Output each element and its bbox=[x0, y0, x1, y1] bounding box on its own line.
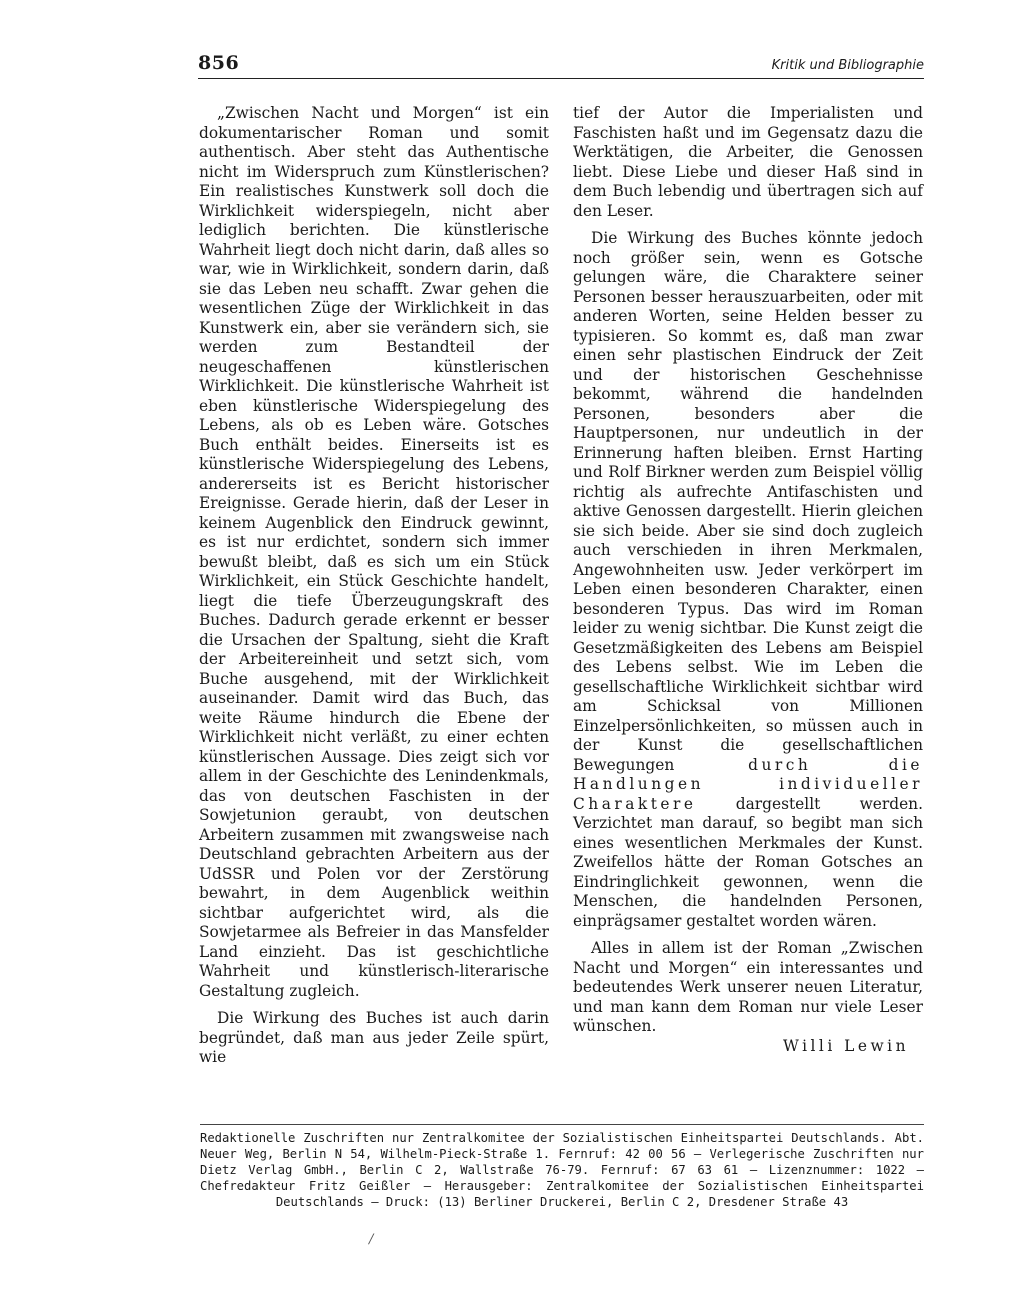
author-signature: Willi Lewin bbox=[783, 1036, 909, 1055]
running-header: Kritik und Bibliographie bbox=[771, 58, 924, 73]
right-column bbox=[573, 104, 923, 1056]
right-paragraph-2-part-b: dargestellt werden. Verzichtet man darauf, so begibt man sich eines wesentlichen Merkmales der Kunst. Zweifellos hätte der Roman Gotsches an Eindringlichkeit gewonnen, wenn die Menschen, die handelnden Personen, einprägsamer gestaltet worden wären. bbox=[573, 794, 923, 930]
stray-mark: / bbox=[369, 1232, 374, 1247]
footer-rule bbox=[200, 1124, 924, 1125]
left-column bbox=[199, 104, 549, 1076]
header-rule bbox=[198, 78, 924, 79]
right-paragraph-1: tief der Autor die Imperialisten und Faschisten haßt und im Gegensatz dazu die Werktätigen, die Arbeiter, die Genossen liebt. Diese Liebe und dieser Haß sind in dem Buch lebendig und übertragen sich auf den Leser. bbox=[573, 104, 923, 220]
right-paragraph-2 bbox=[573, 229, 923, 931]
left-paragraph-1: „Zwischen Nacht und Morgen“ ist ein dokumentarischer Roman und somit authentisch. Aber steht das Authentische nicht im Widerspruch zum Künstlerischen? Ein realistisches Kunstwerk soll doch die Wirklichkeit widerspiegeln, nicht aber lediglich berichten. Die künstlerische Wahrheit liegt doch nicht darin, daß alles so war, wie in Wirklichkeit, sondern darin, daß sie das Leben neu schafft. Zwar gehen die wesentlichen Züge der Wirklichkeit in das Kunstwerk ein, aber sie verändern sich, sie werden zum Bestandteil der neugeschaffenen künstlerischen Wirklichkeit. Die künstlerische Wahrheit ist eben künstlerische Widerspiegelung des Lebens, als ob es Leben wäre. Gotsches Buch enthält beides. Einerseits ist es künstlerische Widerspiegelung des Lebens, andererseits ist es Bericht historischer Ereignisse. Gerade hierin, daß der Leser in keinem Augenblick den Eindruck gewinnt, es ist nur erdichtet, sondern sich immer bewußt bleibt, daß es sich um ein Stück Wirklichkeit, ein Stück Geschichte handelt, liegt die tiefe Überzeugungskraft des Buches. Dadurch gerade erkennt er besser die Ursachen der Spaltung, sieht die Kraft der Arbeitereinheit und setzt sich, vom Buche ausgehend, mit der Wirklichkeit auseinander. Damit wird das Buch, das weite Räume hindurch die Ebene der Wirklichkeit nicht verläßt, zu einer echten künstlerischen Aussage. Dies zeigt sich vor allem in der Geschichte des Lenindenkmals, das von deutschen Faschisten in der Sowjetunion geraubt, von deutschen Arbeitern zusammen mit zwangsweise nach Deutschland gebrachten Arbeitern aus der UdSSR und Polen vor der Zerstörung bewahrt, in dem Augenblick weithin sichtbar aufgerichtet wird, als die Sowjetarmee als Befreier in das Mansfelder Land einzieht. Das ist geschichtliche Wahrheit und künstlerisch-literarische Gestaltung zugleich. bbox=[199, 104, 549, 1000]
emphasized-phrase: durch die Handlungen individueller Charaktere bbox=[573, 755, 923, 813]
right-paragraph-3: Alles in allem ist der Roman „Zwischen Nacht und Morgen“ ein interessantes und bedeutendes Werk unserer neuen Literatur, und man kann dem Roman nur viele Leser wünschen. bbox=[573, 939, 923, 1035]
right-paragraph-2-part-a: Die Wirkung des Buches könnte jedoch noch größer sein, wenn es Gotsche gelungen wäre, die Charaktere seiner Personen besser herauszuarbeiten, oder mit anderen Worten, seine Helden besser zu typisieren. So kommt es, daß man zwar einen sehr plastischen Eindruck der Zeit und der historischen Geschehnisse bekommt, während die handelnden Personen, besonders aber die Hauptpersonen, nur undeutlich in der Erinnerung haften bleiben. Ernst Harting und Rolf Birkner werden zum Beispiel völlig richtig als aufrechte Antifaschisten und aktive Genossen dargestellt. Hierin gleichen sie sich beide. Aber sie sind doch zugleich auch verschieden in ihren Merkmalen, Angewohnheiten usw. Jeder verkörpert im Leben einen besonderen Charakter, einen besonderen Typus. Das wird im Roman leider zu wenig sichtbar. Die Kunst zeigt die Gesetzmäßigkeiten des Lebens am Beispiel des Lebens selbst. Wie im Leben die gesellschaftliche Wirklichkeit sichtbar wird am Schicksal von Millionen Einzelpersönlichkeiten, so müssen auch in der Kunst die gesellschaftlichen Bewegungen bbox=[573, 229, 923, 774]
imprint: Redaktionelle Zuschriften nur Zentralkomitee der Sozialistischen Einheitspartei Deutschlands. Abt. Neuer Weg, Berlin N 54, Wilhelm-Pieck-Straße 1. Fernruf: 42 00 56 — Verlegerische Zuschriften nur Dietz Verlag GmbH., Berlin C 2, Wallstraße 76-79. Fernruf: 67 63 61 — Lizenznummer: 1022 — Chefredakteur Fritz Geißler — Herausgeber: Zentralkomitee der Sozialistischen Einheitspartei Deutschlands — Druck: (13) Berliner Druckerei, Berlin C 2, Dresdener Straße 43 bbox=[200, 1131, 924, 1209]
page-number: 856 bbox=[198, 52, 240, 74]
left-paragraph-2: Die Wirkung des Buches ist auch darin begründet, daß man aus jeder Zeile spürt, wie bbox=[199, 1009, 549, 1066]
